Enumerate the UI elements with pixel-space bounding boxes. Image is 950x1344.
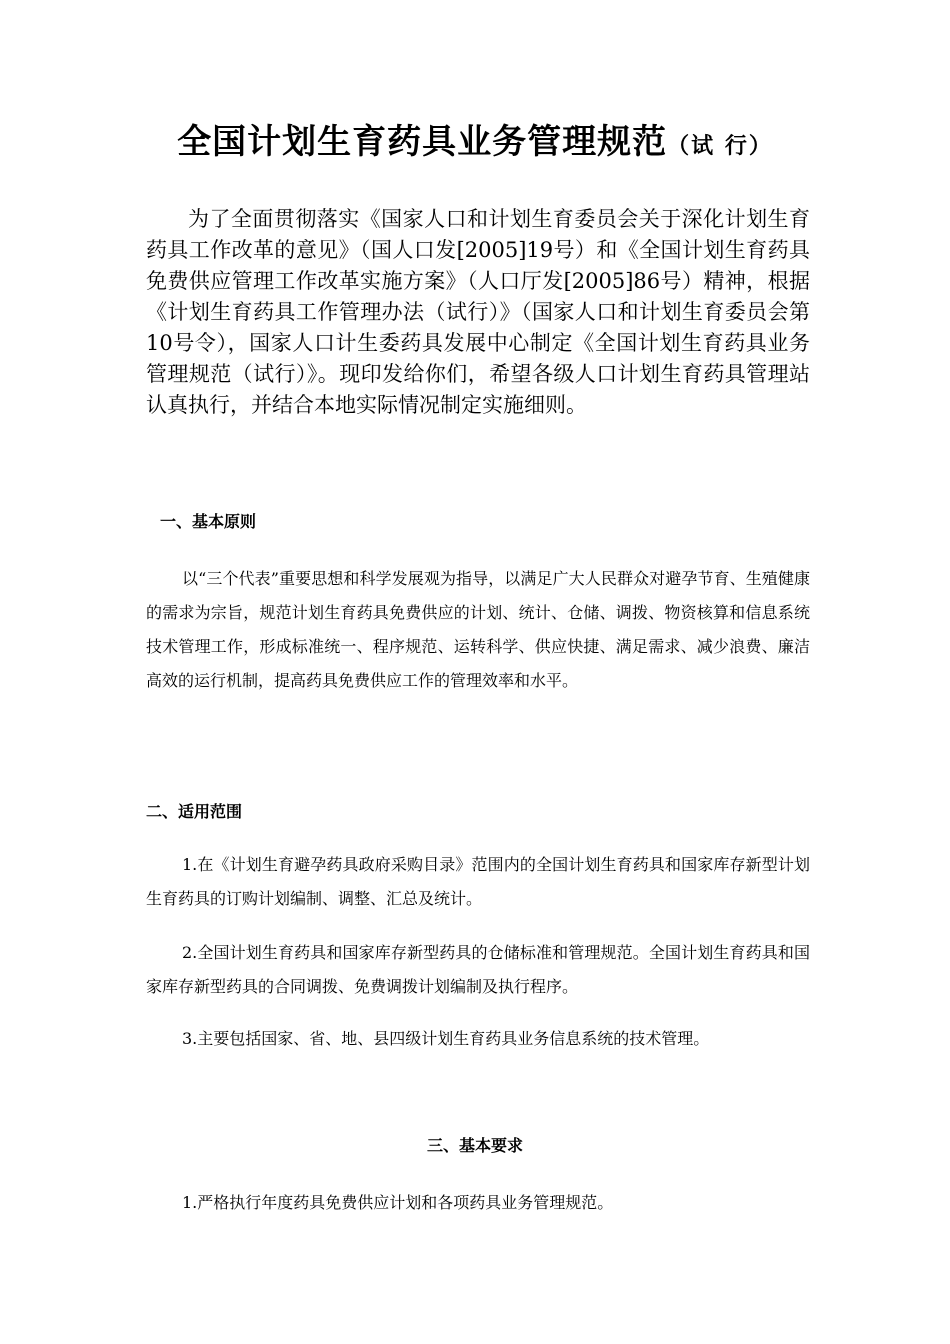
scope-item-1: 1.在《计划生育避孕药具政府采购目录》范围内的全国计划生育药具和国家库存新型计划生育药具的订购计划编制、调整、汇总及统计。 — [146, 855, 810, 908]
section-heading-requirements: 三、基本要求 — [426, 1136, 523, 1155]
scope-item-3: 3.主要包括国家、省、地、县四级计划生育药具业务信息系统的技术管理。 — [182, 1029, 710, 1048]
title-main: 全国计划生育药具业务管理规范 — [177, 122, 668, 162]
title-suffix: （试 行） — [667, 134, 773, 159]
section-heading-scope: 二、适用范围 — [146, 802, 243, 821]
document-title — [0, 118, 950, 171]
principles-paragraph: 以“三个代表”重要思想和科学发展观为指导，以满足广大人民群众对避孕节育、生殖健康的需求为宗旨，规范计划生育药具免费供应的计划、统计、仓储、调拨、物资核算和信息系统技术管理工作，形成标准统一、程序规范、运转科学、供应快捷、满足需求、减少浪费、廉洁高效的运行机制，提高药具免费供应工作的管理效率和水平。 — [146, 569, 810, 690]
intro-paragraph: 为了全面贯彻落实《国家人口和计划生育委员会关于深化计划生育药具工作改革的意见》（国人口发[2005]19号）和《全国计划生育药具免费供应管理工作改革实施方案》（人口厅发[2005]86号）精神，根据《计划生育药具工作管理办法（试行）》（国家人口和计划生育委员会第10号令），国家人口计生委药具发展中心制定《全国计划生育药具业务管理规范（试行）》。现印发给你们，希望各级人口计划生育药具管理站认真执行，并结合本地实际情况制定实施细则。 — [146, 207, 810, 417]
section-heading-principles: 一、基本原则 — [160, 512, 257, 531]
requirements-item-1: 1.严格执行年度药具免费供应计划和各项药具业务管理规范。 — [182, 1193, 614, 1212]
scope-item-2: 2.全国计划生育药具和国家库存新型药具的仓储标准和管理规范。全国计划生育药具和国家库存新型药具的合同调拨、免费调拨计划编制及执行程序。 — [146, 943, 810, 996]
